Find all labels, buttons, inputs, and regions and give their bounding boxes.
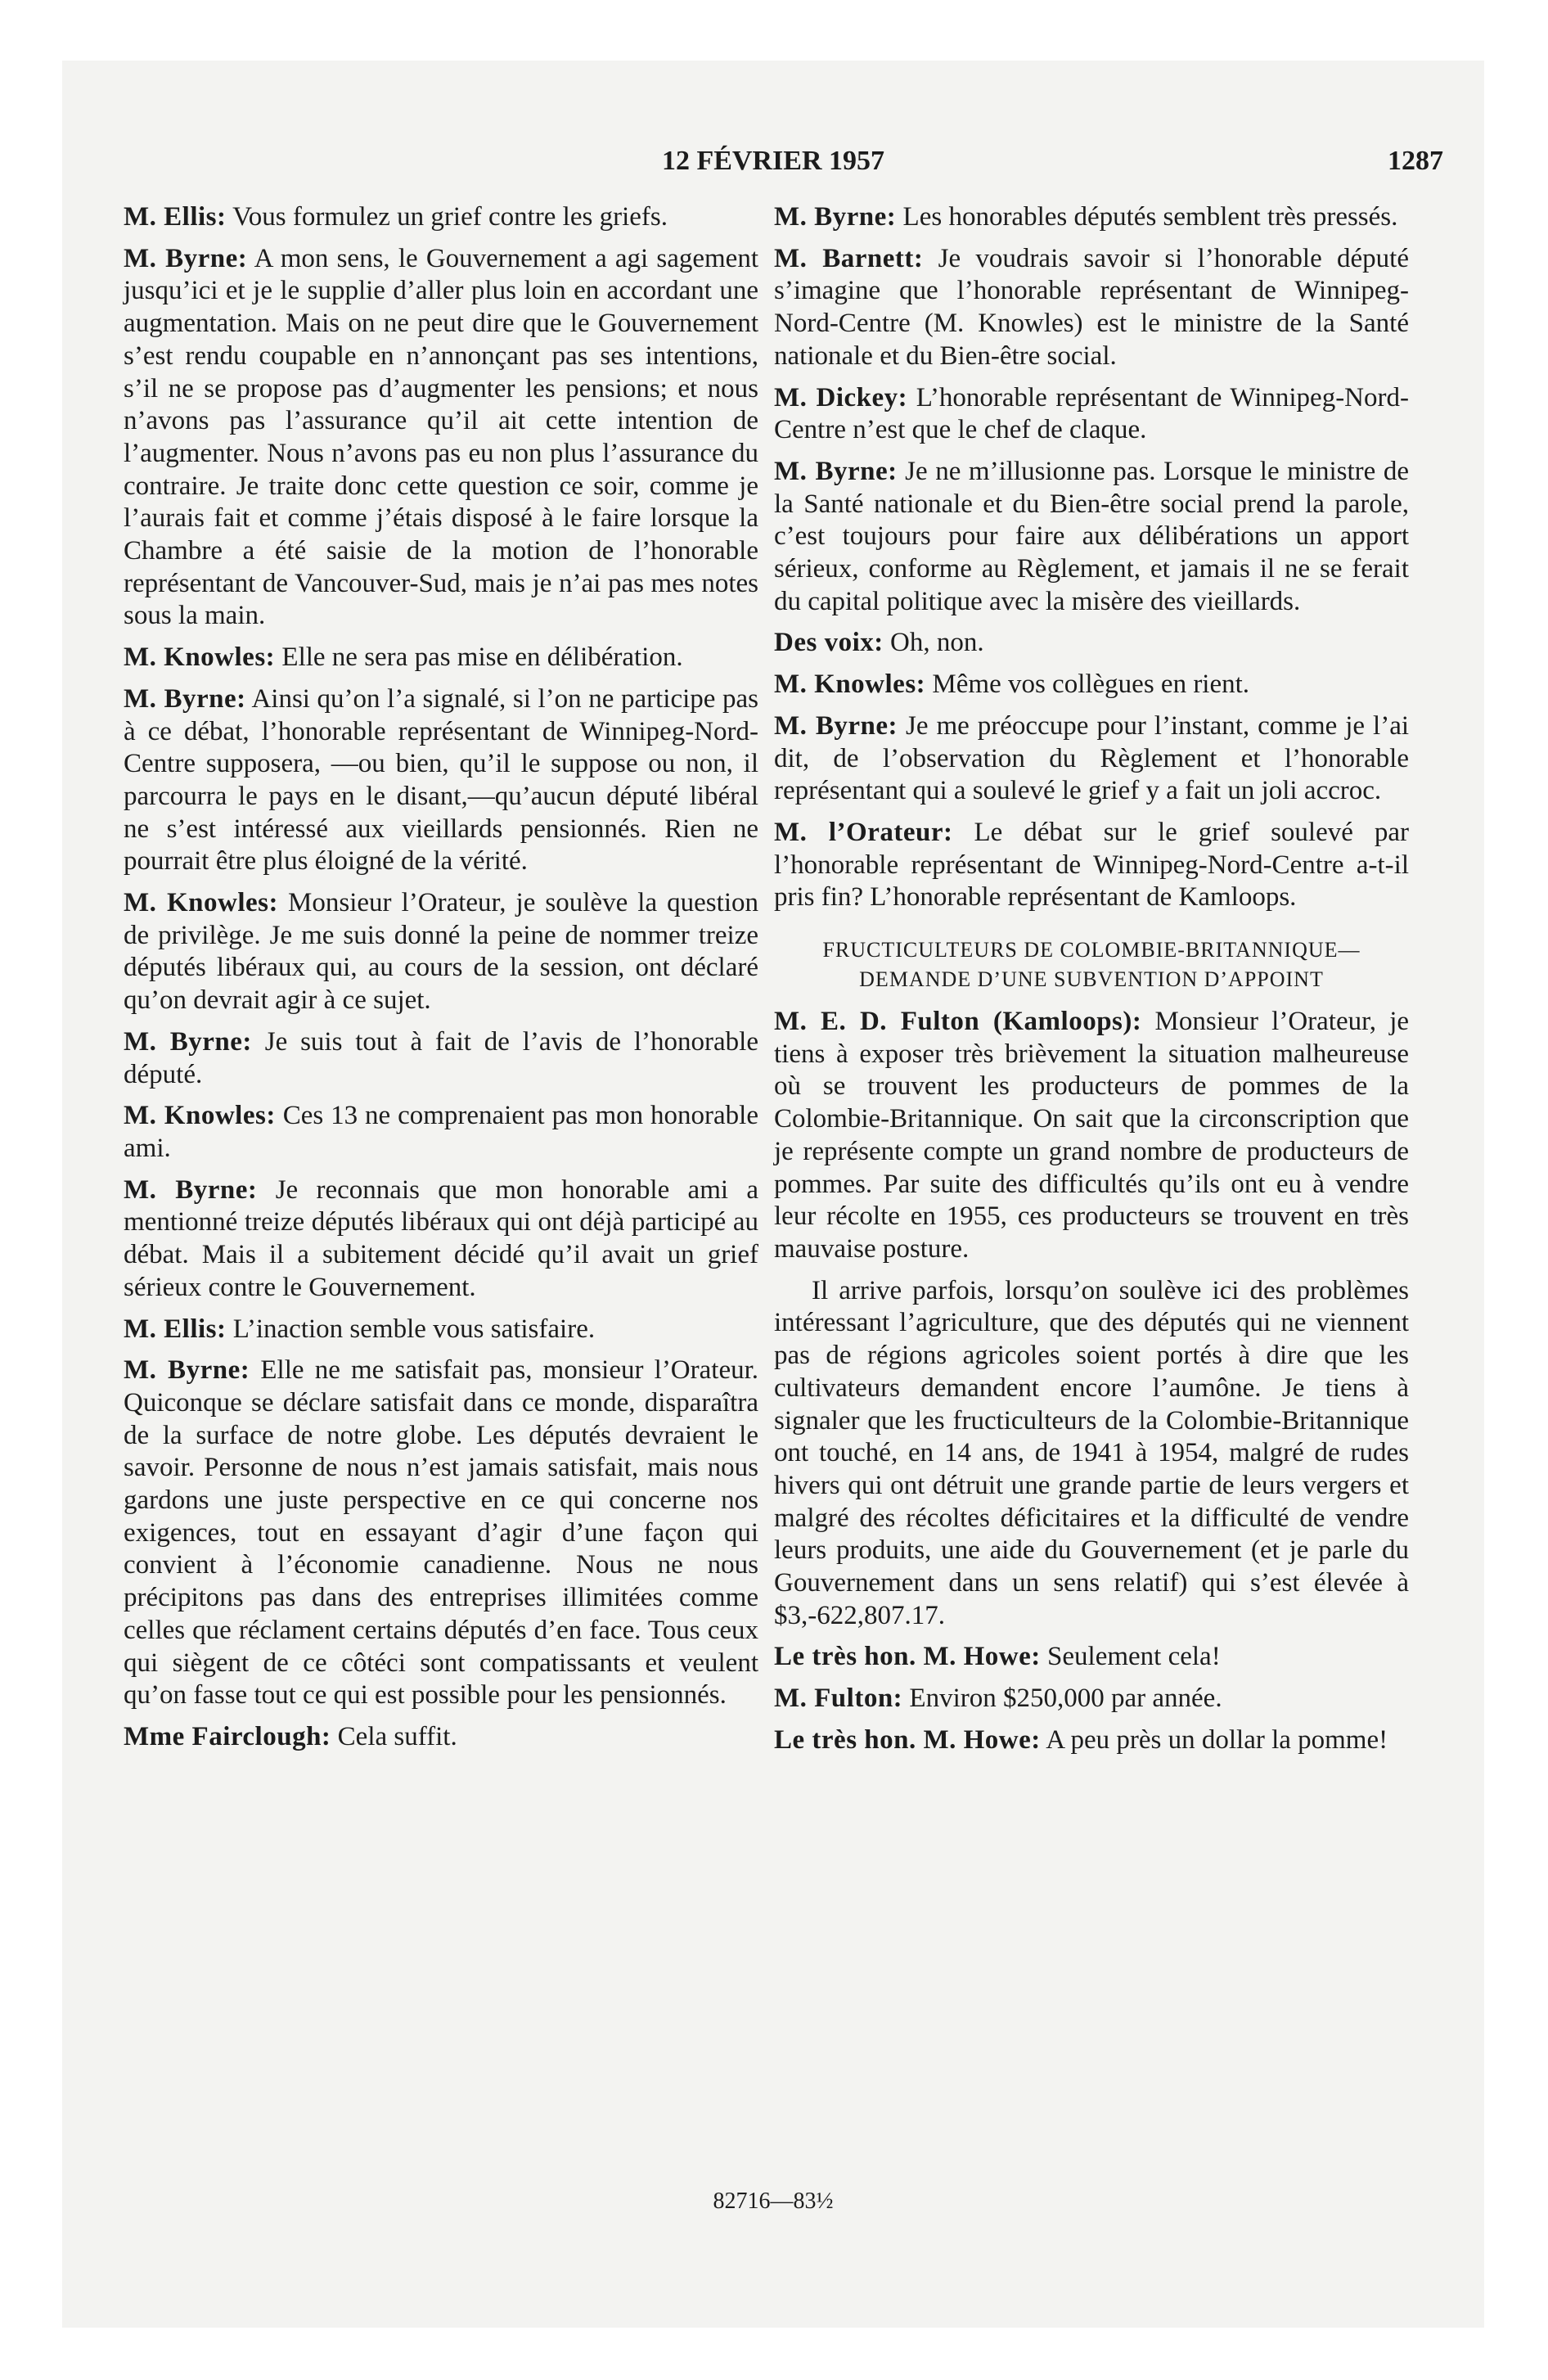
paragraph-text: A peu près un dollar la pomme! bbox=[1046, 1724, 1388, 1755]
paragraph bbox=[124, 642, 758, 674]
paragraph bbox=[774, 382, 1409, 447]
paragraph-text: Monsieur l’Orateur, je tiens à exposer très brièvement la situation malheureuse où se trouvent les producteurs de pommes de la Colombie-Britannique. On sait que la circonscription que je représente compte un grand nombre de producteurs de pommes. Par suite des difficultés qu’ils ont eu à vendre leur récolte en 1955, ces producteurs se trouvent en très mauvaise posture. bbox=[774, 1007, 1410, 1264]
speaker-name: M. Knowles: bbox=[774, 669, 926, 700]
speaker-name: Mme Fairclough: bbox=[124, 1721, 331, 1751]
speaker-name: M. Byrne: bbox=[124, 683, 246, 714]
paragraph bbox=[124, 1721, 758, 1754]
paragraph-text: L’honorable représentant de Winnipeg-Nord-Centre n’est que le chef de claque. bbox=[774, 382, 1409, 445]
paragraph bbox=[774, 201, 1409, 234]
speaker-name: M. Byrne: bbox=[774, 202, 897, 232]
page-footer-signature: 82716—83½ bbox=[713, 2188, 834, 2214]
paragraph bbox=[124, 1314, 758, 1346]
speaker-name: M. Byrne: bbox=[124, 1026, 252, 1057]
paragraph-text: Vous formulez un grief contre les griefs. bbox=[232, 202, 668, 232]
speaker-name: Des voix: bbox=[774, 628, 884, 658]
left-column bbox=[124, 201, 758, 1763]
paragraph bbox=[774, 1724, 1409, 1757]
header-page-number: 1287 bbox=[1388, 146, 1443, 176]
paragraph-text: L’inaction semble vous satisfaire. bbox=[232, 1314, 596, 1344]
speaker-name: M. Byrne: bbox=[124, 243, 248, 273]
paragraph bbox=[124, 1355, 758, 1712]
paragraph bbox=[774, 1683, 1409, 1715]
speaker-name: Le très hon. M. Howe: bbox=[774, 1724, 1041, 1755]
paragraph-text: Je voudrais savoir si l’honorable député s’imagine que l’honorable représentant de Winnipeg-Nord-Centre (M. Knowles) est le ministre de la Santé nationale et du Bien-être social. bbox=[774, 243, 1410, 371]
paragraph-text: Cela suffit. bbox=[337, 1721, 457, 1751]
paragraph bbox=[774, 627, 1409, 660]
paragraph-text: Le débat sur le grief soulevé par l’honorable représentant de Winnipeg-Nord-Centre a-t-il pris fin? L’honorable représentant de Kamloops. bbox=[774, 817, 1410, 913]
speaker-name: M. Barnett: bbox=[774, 243, 924, 273]
paragraph bbox=[124, 683, 758, 878]
paragraph-text: Elle ne me satisfait pas, monsieur l’Orateur. Quiconque se déclare satisfait dans ce monde, disparaîtra de la surface de notre globe. Les députés devraient le savoir. Personne de nous n’est jamais satisfait, mais nous gardons une juste perspective en ce qui concerne nos exigences, tout en essayant d’agir d’une façon qui convient à l’économie canadienne. Nous ne nous précipitons pas dans des entreprises illimitées comme celles que réclament certains députés d’en face. Tous ceux qui siègent de ce côtéci sont compatissants et veulent qu’on fasse tout ce qui est possible pour les pensionnés. bbox=[124, 1355, 759, 1711]
paragraph-text: Je ne m’illusionne pas. Lorsque le ministre de la Santé nationale et du Bien-être social prend la parole, c’est toujours pour faire aux délibérations un apport sérieux, conforme au Règlement, et jamais il ne se ferait du capital politique avec la misère des vieillards. bbox=[774, 456, 1410, 616]
header-date: 12 FÉVRIER 1957 bbox=[661, 146, 885, 176]
speaker-name: M. Dickey: bbox=[774, 382, 908, 412]
paragraph-text: Oh, non. bbox=[889, 628, 984, 658]
paragraph bbox=[124, 1174, 758, 1305]
paragraph bbox=[124, 201, 758, 234]
speaker-name: M. Knowles: bbox=[124, 888, 278, 918]
paragraph bbox=[124, 1026, 758, 1091]
speaker-name: M. Byrne: bbox=[774, 710, 898, 741]
speaker-name: M. Ellis: bbox=[124, 202, 227, 232]
paragraph-text: Je suis tout à fait de l’avis de l’honorable député. bbox=[124, 1026, 758, 1089]
paragraph bbox=[774, 669, 1409, 701]
paragraph-text: Les honorables députés semblent très pressés. bbox=[902, 202, 1398, 232]
speaker-name: M. Knowles: bbox=[124, 642, 276, 673]
page-header bbox=[62, 146, 1484, 187]
speaker-name: M. Knowles: bbox=[124, 1101, 276, 1131]
section-heading-line: DEMANDE D’UNE SUBVENTION D’APPOINT bbox=[859, 967, 1324, 992]
paragraph bbox=[774, 1006, 1409, 1266]
speaker-name: M. Byrne: bbox=[124, 1355, 250, 1386]
section-heading bbox=[774, 935, 1409, 994]
paragraph bbox=[124, 243, 758, 633]
document-page bbox=[62, 61, 1484, 2328]
speaker-name: M. Byrne: bbox=[124, 1174, 258, 1205]
paragraph bbox=[774, 456, 1409, 619]
paragraph-text: Même vos collègues en rient. bbox=[932, 669, 1250, 700]
paragraph-text: Environ $250,000 par année. bbox=[909, 1684, 1222, 1714]
paragraph-text: A mon sens, le Gouvernement a agi sagement jusqu’ici et je le supplie d’aller plus loin en accordant une augmentation. Mais on ne peut dire que le Gouvernement s’est rendu coupable en n’annonçant pas ses intentions, s’il ne se propose pas d’augmenter les pensions; et nous n’avons pas l’assurance qu’il ait cette intention de l’augmenter. Nous n’avons pas eu non plus l’assurance du contraire. Je traite donc cette question ce soir, comme je l’aurais fait et comme j’étais disposé à le faire lorsque la Chambre a été saisie de la motion de l’honorable représentant de Vancouver-Sud, mais je n’ai pas mes notes sous la main. bbox=[124, 243, 759, 631]
speaker-name: M. Ellis: bbox=[124, 1314, 227, 1344]
paragraph-text: Seulement cela! bbox=[1047, 1642, 1221, 1672]
section-heading-line: FRUCTICULTEURS DE COLOMBIE-BRITANNIQUE— bbox=[822, 938, 1361, 962]
paragraph bbox=[774, 817, 1409, 914]
paragraph-text: Il arrive parfois, lorsqu’on soulève ici des problèmes intéressant l’agriculture, que des députés qui ne viennent pas de régions agricoles soient portés à dire que les cultivateurs demandent encore l’aumône. Je tiens à signaler que les fructiculteurs de la Colombie-Britannique ont touché, en 14 ans, de 1941 à 1954, malgré de rudes hivers qui ont détruit une grande partie de leurs vergers et malgré des récoltes déficitaires et la difficulté de vendre leurs produits, une aide du Gouvernement (et je parle du Gouvernement dans un sens relatif) qui s’est élevée à $3,-622,807.17. bbox=[774, 1275, 1409, 1630]
paragraph-text: Monsieur l’Orateur, je soulève la question de privilège. Je me suis donné la peine de nommer treize députés libéraux qui, au cours de la session, ont déclaré qu’on devrait agir à ce sujet. bbox=[124, 888, 758, 1016]
paragraph bbox=[124, 1100, 758, 1165]
paragraph-text: Ces 13 ne comprenaient pas mon honorable ami. bbox=[124, 1101, 758, 1163]
speaker-name: Le très hon. M. Howe: bbox=[774, 1642, 1041, 1672]
paragraph bbox=[774, 1275, 1409, 1633]
paragraph-text: Je me préoccupe pour l’instant, comme je l’ai dit, de l’observation du Règlement et l’honorable représentant qui a soulevé le grief y a fait un joli accroc. bbox=[774, 710, 1410, 806]
speaker-name: M. l’Orateur: bbox=[774, 817, 953, 847]
paragraph-text: Elle ne sera pas mise en délibération. bbox=[281, 642, 683, 673]
paragraph bbox=[124, 887, 758, 1017]
paragraph-text: Ainsi qu’on l’a signalé, si l’on ne participe pas à ce débat, l’honorable représentant de Winnipeg-Nord-Centre supposera, —ou bien, qu’il le suppose ou non, il parcourra le pays en le disant,—qu’aucun député libéral ne s’est intéressé aux vieillards pensionnés. Rien ne pourrait être plus éloigné de la vérité. bbox=[124, 683, 758, 877]
speaker-name: M. Fulton: bbox=[774, 1684, 903, 1714]
paragraph-text: Je reconnais que mon honorable ami a mentionné treize députés libéraux qui ont déjà participé au débat. Mais il a subitement décidé qu’il avait un grief sérieux contre le Gouvernement. bbox=[124, 1174, 758, 1302]
paragraph bbox=[774, 1641, 1409, 1674]
paragraph bbox=[774, 243, 1409, 373]
speaker-name: M. E. D. Fulton (Kamloops): bbox=[774, 1007, 1142, 1037]
paragraph bbox=[774, 710, 1409, 808]
speaker-name: M. Byrne: bbox=[774, 456, 898, 486]
right-column bbox=[774, 201, 1409, 1766]
